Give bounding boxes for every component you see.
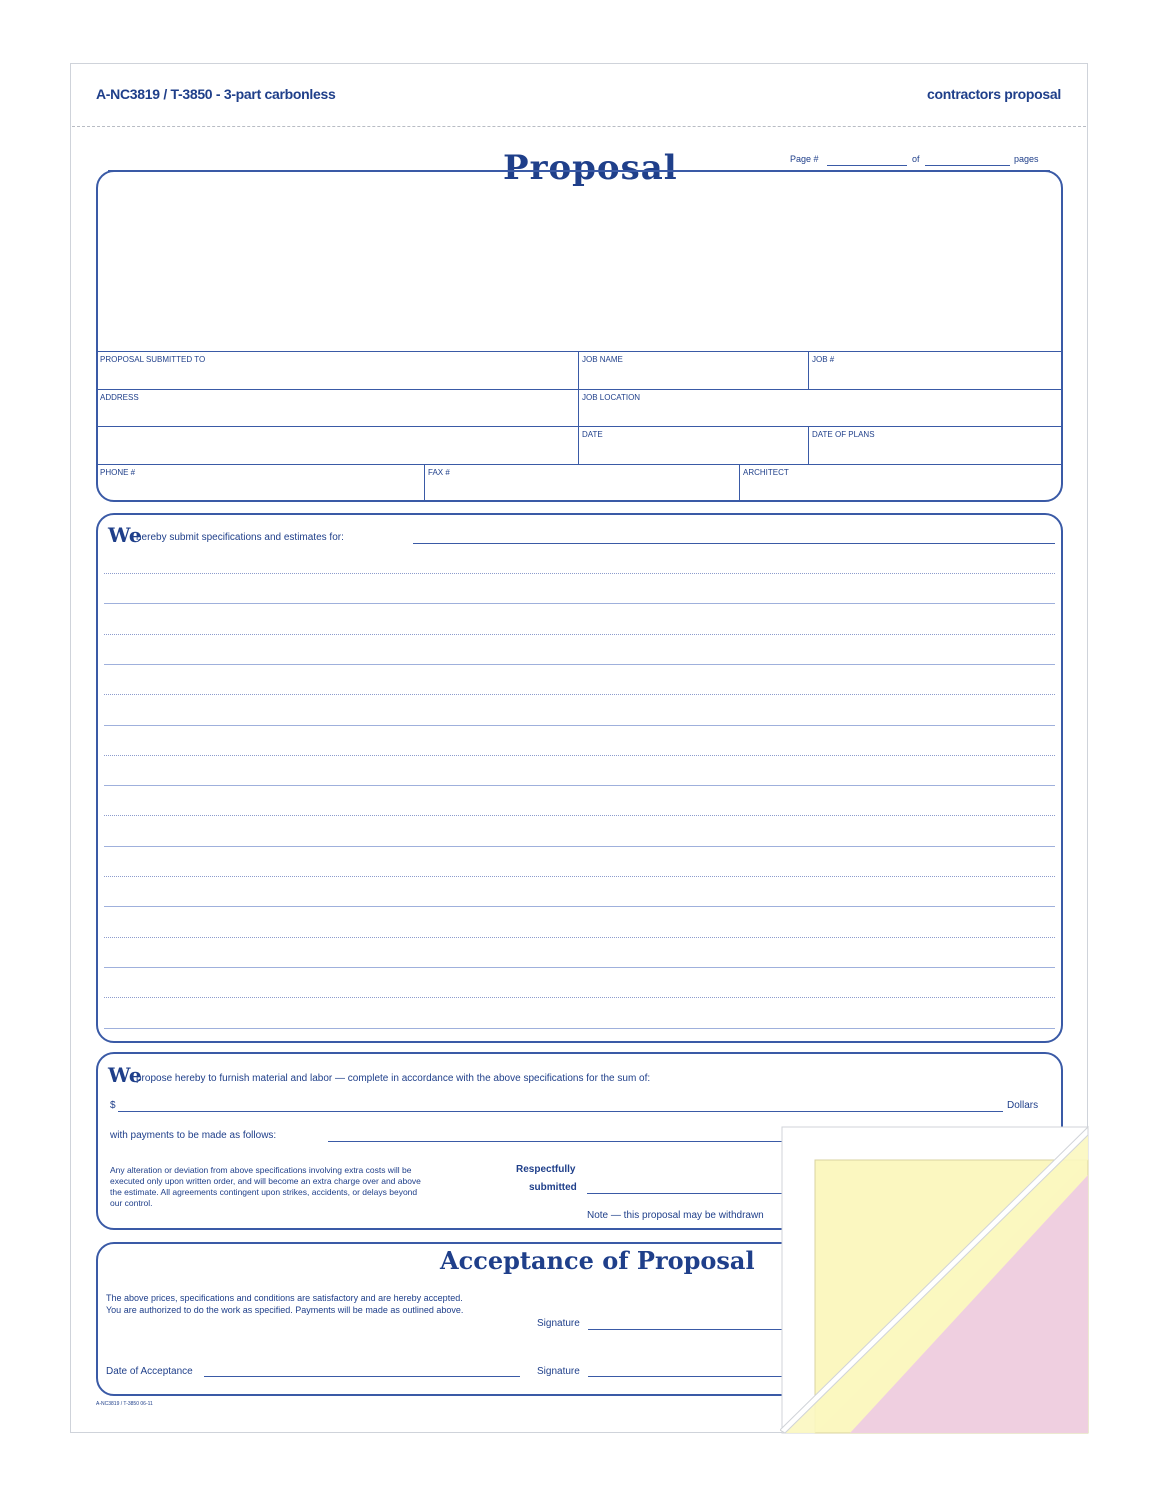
footer-code: A-NC3819 / T-3850 06-11 bbox=[96, 1401, 153, 1407]
fax-label: FAX # bbox=[428, 468, 450, 477]
header-product-code: A-NC3819 / T-3850 - 3-part carbonless bbox=[96, 86, 336, 102]
info-vertical-5 bbox=[739, 464, 740, 501]
submitted-label: submitted bbox=[529, 1182, 577, 1193]
acceptance-title: Acceptance of Proposal bbox=[440, 1246, 755, 1275]
sum-field[interactable] bbox=[118, 1111, 1003, 1112]
info-vertical-1 bbox=[578, 351, 579, 464]
specs-initial: We bbox=[108, 523, 142, 547]
spec-ruled-line[interactable] bbox=[104, 694, 1055, 695]
address-label: ADDRESS bbox=[100, 393, 139, 402]
total-pages-field[interactable] bbox=[925, 165, 1010, 166]
submitted-to-label: PROPOSAL SUBMITTED TO bbox=[100, 355, 206, 364]
info-divider-4 bbox=[97, 464, 1062, 465]
info-divider-1 bbox=[97, 351, 1062, 352]
spec-ruled-line[interactable] bbox=[104, 755, 1055, 756]
respectfully-label: Respectfully bbox=[516, 1164, 576, 1175]
date-of-plans-label: DATE OF PLANS bbox=[812, 430, 875, 439]
job-location-label: JOB LOCATION bbox=[582, 393, 641, 402]
pages-label: pages bbox=[1014, 154, 1039, 164]
spec-ruled-line[interactable] bbox=[104, 634, 1055, 635]
specs-intro-line[interactable] bbox=[413, 543, 1055, 544]
page-of-label: of bbox=[912, 154, 920, 164]
terms-initial: We bbox=[108, 1063, 142, 1087]
spec-ruled-line[interactable] bbox=[104, 967, 1055, 968]
spec-ruled-line[interactable] bbox=[104, 603, 1055, 604]
signature-label-1: Signature bbox=[537, 1318, 580, 1329]
phone-label: PHONE # bbox=[100, 468, 136, 477]
spec-ruled-line[interactable] bbox=[104, 846, 1055, 847]
spec-ruled-line[interactable] bbox=[104, 1028, 1055, 1029]
acceptance-text: The above prices, specifications and conditions are satisfactory and are hereby accepted. You are authorized to do the work as specified. Payments will be made as outlined above. bbox=[106, 1293, 464, 1315]
dollar-sign: $ bbox=[110, 1100, 116, 1111]
job-info-block bbox=[96, 170, 1063, 502]
spec-ruled-line[interactable] bbox=[104, 725, 1055, 726]
page-title: Proposal bbox=[503, 148, 678, 188]
spec-ruled-line[interactable] bbox=[104, 997, 1055, 998]
info-vertical-3 bbox=[808, 426, 809, 464]
architect-label: ARCHITECT bbox=[743, 468, 789, 477]
date-of-acceptance-label: Date of Acceptance bbox=[106, 1366, 193, 1377]
info-vertical-4 bbox=[424, 464, 425, 501]
date-label: DATE bbox=[582, 430, 603, 439]
info-divider-3 bbox=[97, 426, 1062, 427]
info-divider-2 bbox=[97, 389, 1062, 390]
carbonless-copies bbox=[780, 1125, 1090, 1435]
signature-label-2: Signature bbox=[537, 1366, 580, 1377]
perforation-line bbox=[72, 126, 1086, 127]
spec-ruled-line[interactable] bbox=[104, 906, 1055, 907]
spec-ruled-line[interactable] bbox=[104, 785, 1055, 786]
spec-ruled-line[interactable] bbox=[104, 937, 1055, 938]
spec-ruled-line[interactable] bbox=[104, 664, 1055, 665]
date-of-acceptance-field[interactable] bbox=[204, 1376, 520, 1377]
terms-intro: propose hereby to furnish material and labor — complete in accordance with the above specifications for the sum of: bbox=[136, 1073, 651, 1084]
spec-ruled-line[interactable] bbox=[104, 815, 1055, 816]
dollars-label: Dollars bbox=[1007, 1100, 1039, 1111]
specifications-block bbox=[96, 513, 1063, 1043]
spec-ruled-line[interactable] bbox=[104, 573, 1055, 574]
terms-disclaimer: Any alteration or deviation from above specifications involving extra costs will be executed only upon written order, and will become an extra charge over and above the estimate. All agreements contingent upon strikes, accidents, or delays beyond our control. bbox=[110, 1165, 421, 1208]
payments-label: with payments to be made as follows: bbox=[110, 1130, 277, 1141]
page-number-label: Page # bbox=[790, 154, 819, 164]
page-number-field[interactable] bbox=[827, 165, 907, 166]
withdrawn-note: Note — this proposal may be withdrawn bbox=[587, 1210, 764, 1221]
specs-intro: hereby submit specifications and estimates for: bbox=[136, 532, 344, 543]
header-form-type: contractors proposal bbox=[926, 86, 1061, 102]
job-number-label: JOB # bbox=[812, 355, 835, 364]
spec-ruled-line[interactable] bbox=[104, 876, 1055, 877]
job-name-label: JOB NAME bbox=[582, 355, 623, 364]
info-vertical-2 bbox=[808, 351, 809, 389]
